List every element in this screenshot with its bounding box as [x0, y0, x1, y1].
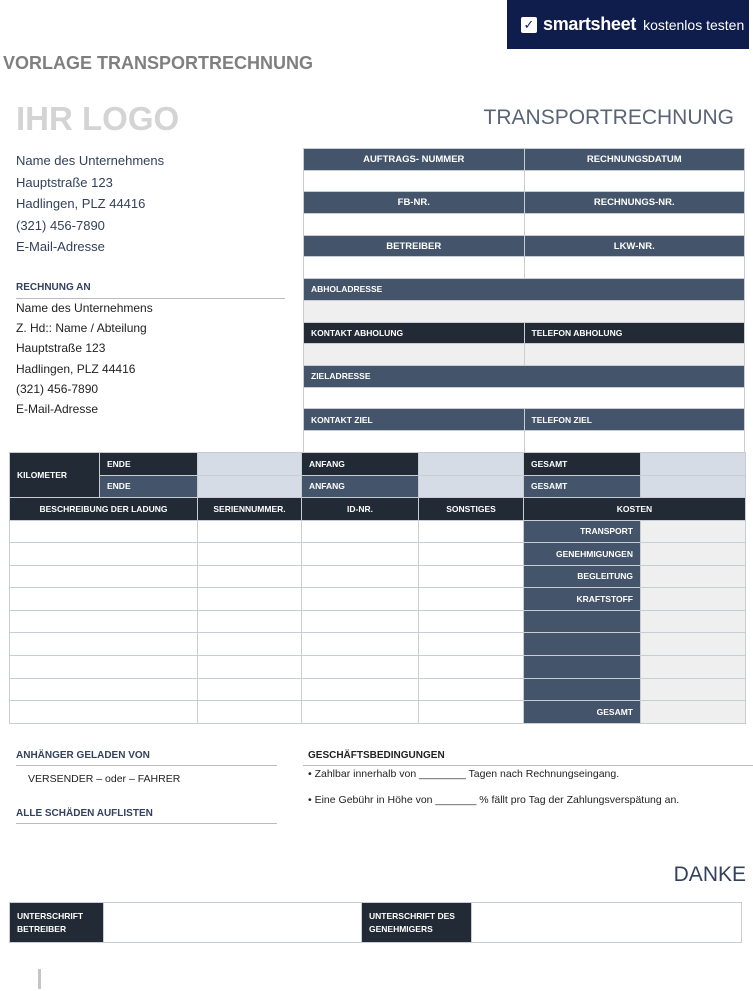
- cost-value-cell[interactable]: [641, 588, 746, 611]
- cost-value-cell[interactable]: [641, 543, 746, 566]
- text-cursor: [38, 969, 41, 989]
- serial-number-cell[interactable]: [198, 678, 302, 701]
- pickup-phone-label: TELEFON ABHOLUNG: [524, 322, 745, 344]
- document-title: VORLAGE TRANSPORTRECHNUNG: [3, 53, 314, 73]
- operator-signature-field[interactable]: [104, 903, 362, 943]
- mileage-total-label: GESAMT: [524, 453, 641, 476]
- operator-field[interactable]: [304, 257, 525, 279]
- mileage-start-field-1[interactable]: [419, 453, 524, 476]
- other-cell[interactable]: [419, 610, 524, 633]
- mileage-start-field-2[interactable]: [419, 475, 524, 498]
- other-cell[interactable]: [419, 565, 524, 588]
- company-phone[interactable]: (321) 456-7890: [16, 217, 105, 233]
- other-cell[interactable]: [419, 588, 524, 611]
- operator-label: BETREIBER: [304, 235, 525, 257]
- table-row: [10, 678, 746, 701]
- trailer-heading: ANHÄNGER GELADEN VON: [16, 750, 277, 766]
- cargo-description-header: BESCHREIBUNG DER LADUNG: [10, 498, 198, 521]
- bill-to-block: [16, 298, 153, 419]
- destination-contact-field[interactable]: [304, 430, 525, 452]
- cargo-description-cell[interactable]: [10, 565, 198, 588]
- destination-phone-field[interactable]: [524, 430, 745, 452]
- other-cell[interactable]: [419, 678, 524, 701]
- id-number-cell[interactable]: [302, 656, 419, 679]
- term-late-fee: • Eine Gebühr in Höhe von _______ % fällt pro Tag der Zahlungsverspätung an.: [308, 794, 680, 806]
- mileage-end-field-1[interactable]: [198, 453, 302, 476]
- approver-signature-field[interactable]: [472, 903, 742, 943]
- serial-number-cell[interactable]: [198, 588, 302, 611]
- order-number-field[interactable]: [304, 170, 525, 192]
- cost-label: KRAFTSTOFF: [524, 588, 641, 611]
- bill-to-company[interactable]: Name des Unternehmens: [16, 301, 153, 315]
- cost-value-cell[interactable]: [641, 610, 746, 633]
- mileage-end-label-2: ENDE: [100, 475, 198, 498]
- cost-value-cell[interactable]: [641, 520, 746, 543]
- cost-label: TRANSPORT: [524, 520, 641, 543]
- bol-number-field[interactable]: [304, 214, 525, 236]
- mileage-label: KILOMETER: [10, 453, 100, 498]
- truck-number-field[interactable]: [524, 257, 745, 279]
- mileage-end-field-2[interactable]: [198, 475, 302, 498]
- bill-to-street[interactable]: Hauptstraße 123: [16, 341, 106, 356]
- cost-value-cell[interactable]: [641, 678, 746, 701]
- cargo-description-cell[interactable]: [10, 610, 198, 633]
- cargo-description-cell[interactable]: [10, 678, 198, 701]
- pickup-contact-field[interactable]: [304, 344, 525, 366]
- table-row: [10, 543, 746, 566]
- invoice-number-field[interactable]: [524, 214, 745, 236]
- destination-phone-label: TELEFON ZIEL: [524, 409, 745, 431]
- cargo-description-cell[interactable]: [10, 588, 198, 611]
- cost-label: GENEHMIGUNGEN: [524, 543, 641, 566]
- id-number-cell[interactable]: [302, 701, 419, 724]
- serial-number-cell[interactable]: [198, 610, 302, 633]
- mileage-start-label-2: ANFANG: [302, 475, 419, 498]
- costs-header: KOSTEN: [524, 498, 746, 521]
- bol-number-label: FB-NR.: [304, 192, 525, 214]
- id-number-cell[interactable]: [302, 610, 419, 633]
- logo-placeholder: IHR LOGO: [16, 100, 180, 137]
- cargo-description-cell[interactable]: [10, 520, 198, 543]
- destination-address-field[interactable]: [304, 387, 745, 409]
- bill-to-city[interactable]: Hadlingen, PLZ 44416: [16, 361, 136, 376]
- bill-to-email[interactable]: E-Mail-Adresse: [16, 402, 99, 417]
- cargo-description-cell[interactable]: [10, 543, 198, 566]
- other-cell[interactable]: [419, 656, 524, 679]
- mileage-total-field-2[interactable]: [641, 475, 746, 498]
- cargo-description-cell[interactable]: [10, 633, 198, 656]
- term-payment: • Zahlbar innerhalb von ________ Tagen nach Rechnungseingang.: [308, 768, 620, 780]
- id-number-cell[interactable]: [302, 543, 419, 566]
- serial-number-cell[interactable]: [198, 701, 302, 724]
- approver-signature-label: UNTERSCHRIFT DES GENEHMIGERS: [362, 903, 472, 943]
- thanks-text: DANKE: [673, 863, 746, 886]
- cost-value-cell[interactable]: [641, 633, 746, 656]
- id-number-cell[interactable]: [302, 588, 419, 611]
- table-row: [10, 656, 746, 679]
- company-city[interactable]: Hadlingen, PLZ 44416: [16, 196, 146, 212]
- bill-to-attention[interactable]: Z. Hd:: Name / Abteilung: [16, 321, 147, 336]
- table-row: [10, 633, 746, 656]
- damages-heading: ALLE SCHÄDEN AUFLISTEN: [16, 808, 277, 824]
- bill-to-phone[interactable]: (321) 456-7890: [16, 381, 99, 396]
- pickup-phone-field[interactable]: [524, 344, 745, 366]
- truck-number-label: LKW-NR.: [524, 235, 745, 257]
- mileage-start-label: ANFANG: [302, 453, 419, 476]
- invoice-title: TRANSPORTRECHNUNG: [483, 106, 734, 129]
- company-name[interactable]: Name des Unternehmens: [16, 153, 165, 168]
- other-cell[interactable]: [419, 701, 524, 724]
- cost-label: [524, 633, 641, 656]
- smartsheet-check-icon: ✓: [521, 17, 537, 33]
- id-number-header: ID-NR.: [302, 498, 419, 521]
- other-header: SONSTIGES: [419, 498, 524, 521]
- company-email[interactable]: E-Mail-Adresse: [16, 239, 105, 255]
- serial-number-cell[interactable]: [198, 656, 302, 679]
- cargo-description-cell[interactable]: [10, 656, 198, 679]
- operator-signature-label: UNTERSCHRIFT BETREIBER: [10, 903, 104, 943]
- id-number-cell[interactable]: [302, 633, 419, 656]
- mileage-end-label: ENDE: [100, 453, 198, 476]
- mileage-total-field-1[interactable]: [641, 453, 746, 476]
- cargo-table: [9, 452, 746, 724]
- table-row: [10, 588, 746, 611]
- cost-value-cell[interactable]: [641, 565, 746, 588]
- serial-number-cell[interactable]: [198, 520, 302, 543]
- company-street[interactable]: Hauptstraße 123: [16, 174, 113, 190]
- invoice-info-table: [303, 148, 745, 453]
- table-row: [10, 701, 746, 724]
- id-number-cell[interactable]: [302, 678, 419, 701]
- other-cell[interactable]: [419, 543, 524, 566]
- mileage-total-label-2: GESAMT: [524, 475, 641, 498]
- pickup-address-label: ABHOLADRESSE: [304, 279, 745, 301]
- id-number-cell[interactable]: [302, 565, 419, 588]
- trailer-value[interactable]: VERSENDER – oder – FAHRER: [28, 773, 181, 785]
- banner-cta: kostenlos testen: [643, 16, 745, 33]
- terms-heading: GESCHÄFTSBEDINGUNGEN: [303, 750, 753, 766]
- other-cell[interactable]: [419, 520, 524, 543]
- invoice-date-field[interactable]: [524, 170, 745, 192]
- id-number-cell[interactable]: [302, 520, 419, 543]
- table-row: [10, 610, 746, 633]
- cost-label: [524, 678, 641, 701]
- pickup-contact-label: KONTAKT ABHOLUNG: [304, 322, 525, 344]
- cost-label: BEGLEITUNG: [524, 565, 641, 588]
- company-block: [16, 150, 164, 258]
- invoice-date-label: RECHNUNGSDATUM: [524, 149, 745, 171]
- banner-brand: smartsheet: [543, 14, 637, 34]
- signature-table: [9, 902, 742, 943]
- serial-number-cell[interactable]: [198, 565, 302, 588]
- cost-total-label: GESAMT: [524, 701, 641, 724]
- smartsheet-banner[interactable]: [507, 0, 749, 49]
- invoice-number-label: RECHNUNGS-NR.: [524, 192, 745, 214]
- cost-label: [524, 610, 641, 633]
- order-number-label: AUFTRAGS- NUMMER: [304, 149, 525, 171]
- serial-number-header: SERIENNUMMER.: [198, 498, 302, 521]
- destination-contact-label: KONTAKT ZIEL: [304, 409, 525, 431]
- pickup-address-field[interactable]: [304, 300, 745, 322]
- cost-value-cell[interactable]: [641, 656, 746, 679]
- other-cell[interactable]: [419, 633, 524, 656]
- cost-total-cell[interactable]: [641, 701, 746, 724]
- serial-number-cell[interactable]: [198, 633, 302, 656]
- serial-number-cell[interactable]: [198, 543, 302, 566]
- table-row: [10, 565, 746, 588]
- destination-address-label: ZIELADRESSE: [304, 365, 745, 387]
- cost-label: [524, 656, 641, 679]
- bill-to-heading: RECHNUNG AN: [16, 282, 285, 299]
- cargo-description-cell[interactable]: [10, 701, 198, 724]
- table-row: [10, 520, 746, 543]
